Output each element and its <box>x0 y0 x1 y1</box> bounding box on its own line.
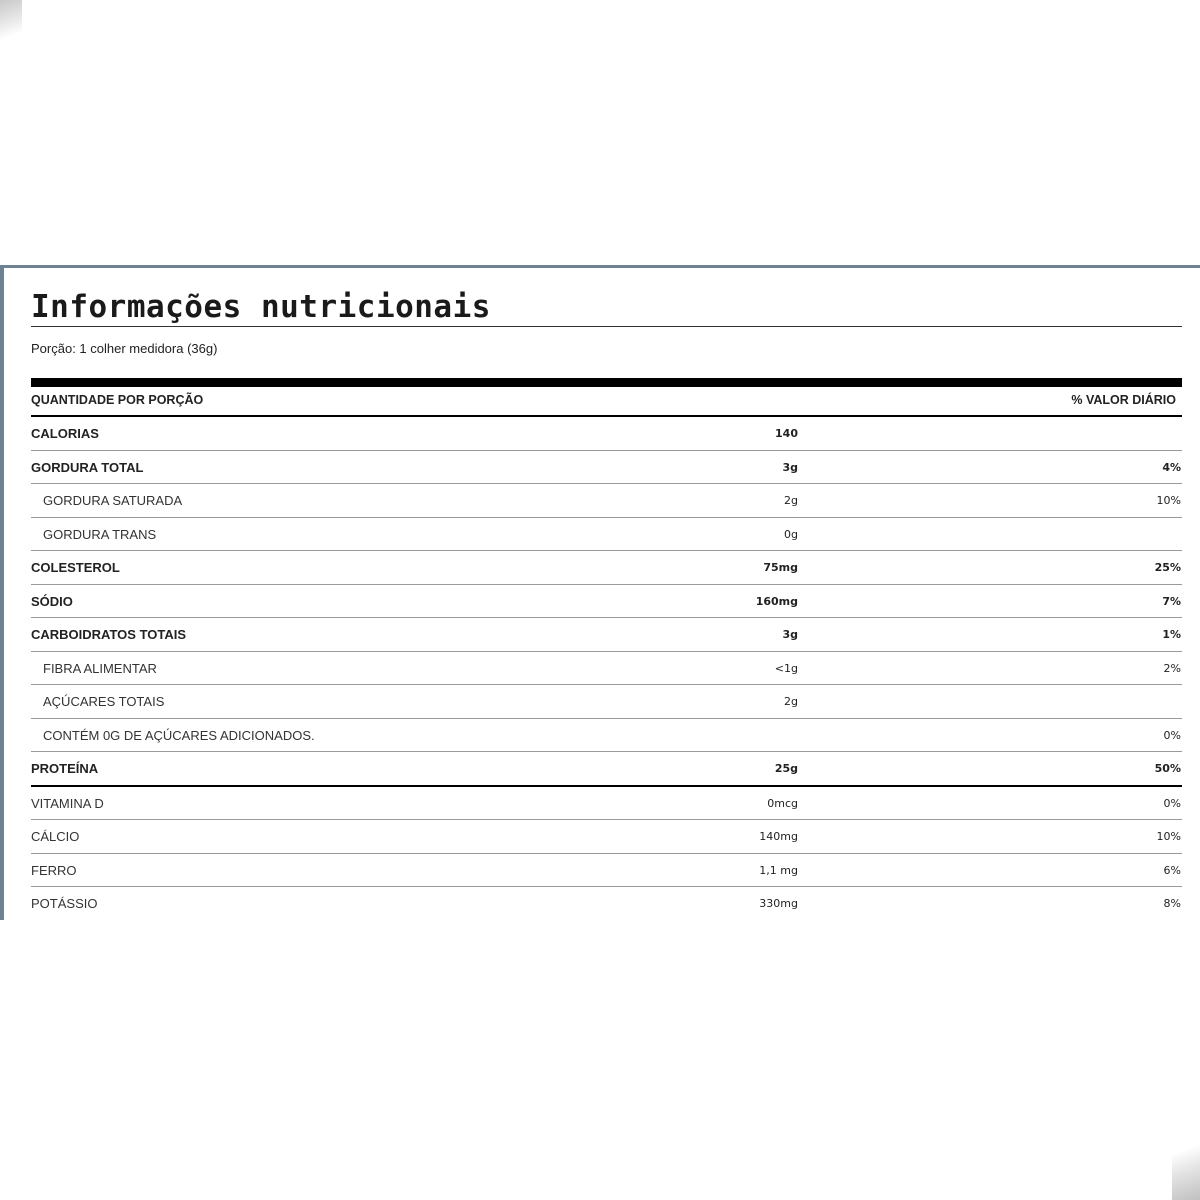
table-header <box>31 387 1182 417</box>
header-amount-per-serving: QUANTIDADE POR PORÇÃO <box>31 393 204 407</box>
nutrient-name: FIBRA ALIMENTAR <box>43 660 157 676</box>
table-row <box>31 618 1182 652</box>
table-row <box>31 518 1182 552</box>
panel-top-border <box>0 265 1200 268</box>
nutrient-daily-value: 0% <box>1163 728 1181 742</box>
nutrition-table <box>31 417 1182 920</box>
nutrient-daily-value: 4% <box>1162 460 1181 474</box>
nutrient-daily-value: 50% <box>1154 762 1181 775</box>
nutrient-name: CALORIAS <box>31 426 99 441</box>
nutrient-daily-value: 25% <box>1154 561 1181 574</box>
table-row <box>31 820 1182 854</box>
page-corner-bottom-right <box>1172 1130 1200 1200</box>
nutrient-name: COLESTEROL <box>31 560 120 575</box>
nutrient-name: FERRO <box>31 862 77 878</box>
nutrient-name: GORDURA TOTAL <box>31 459 144 475</box>
nutrient-daily-value: 10% <box>1156 830 1181 843</box>
nutrient-name: CONTÉM 0G DE AÇÚCARES ADICIONADOS. <box>43 727 315 743</box>
table-row <box>31 787 1182 821</box>
nutrient-amount: 3g <box>782 628 798 641</box>
nutrient-daily-value: 0% <box>1163 796 1181 810</box>
header-daily-value: % VALOR DIÁRIO <box>1071 393 1176 407</box>
title-divider <box>31 326 1182 327</box>
nutrient-amount: 140mg <box>759 830 798 843</box>
table-row <box>31 484 1182 518</box>
nutrient-daily-value: 8% <box>1163 897 1181 910</box>
table-row <box>31 585 1182 619</box>
nutrient-daily-value: 1% <box>1162 628 1181 641</box>
nutrient-amount: 330mg <box>759 897 798 910</box>
table-row <box>31 854 1182 888</box>
nutrient-name: GORDURA TRANS <box>43 526 157 542</box>
table-row <box>31 752 1182 787</box>
nutrient-amount: 160mg <box>755 594 798 608</box>
nutrient-amount: 25g <box>774 762 798 775</box>
table-row <box>31 417 1182 451</box>
nutrient-name: GORDURA SATURADA <box>43 493 183 508</box>
nutrient-daily-value: 10% <box>1156 494 1181 507</box>
serving-size: Porção: 1 colher medidora (36g) <box>31 341 218 356</box>
table-row <box>31 451 1182 485</box>
thick-divider <box>31 378 1182 387</box>
nutrient-amount: 0g <box>784 527 798 541</box>
table-row <box>31 685 1182 719</box>
page-corner-top-left <box>0 0 22 50</box>
nutrient-amount: 2g <box>784 695 798 708</box>
table-row <box>31 719 1182 753</box>
nutrient-amount: <1g <box>774 661 798 675</box>
nutrient-name: SÓDIO <box>31 593 73 609</box>
nutrient-amount: 75mg <box>763 561 798 574</box>
page-title: Informações nutricionais <box>31 289 491 325</box>
nutrient-amount: 1,1 mg <box>759 863 798 877</box>
nutrient-daily-value: 7% <box>1162 594 1181 608</box>
nutrient-name: AÇÚCARES TOTAIS <box>43 694 165 709</box>
table-row <box>31 887 1182 920</box>
nutrient-name: CARBOIDRATOS TOTAIS <box>31 627 187 642</box>
nutrient-amount: 140 <box>775 427 798 440</box>
nutrient-name: PROTEÍNA <box>31 761 99 776</box>
nutrient-amount: 3g <box>782 460 798 474</box>
nutrient-name: POTÁSSIO <box>31 896 98 911</box>
nutrient-name: VITAMINA D <box>31 795 104 811</box>
nutrient-amount: 2g <box>784 494 798 507</box>
nutrient-name: CÁLCIO <box>31 829 80 844</box>
nutrient-amount: 0mcg <box>767 796 798 810</box>
table-row <box>31 551 1182 585</box>
nutrition-panel <box>0 265 1200 920</box>
table-row <box>31 652 1182 686</box>
nutrient-daily-value: 6% <box>1163 863 1181 877</box>
panel-left-border <box>0 265 4 920</box>
nutrient-daily-value: 2% <box>1163 661 1181 675</box>
